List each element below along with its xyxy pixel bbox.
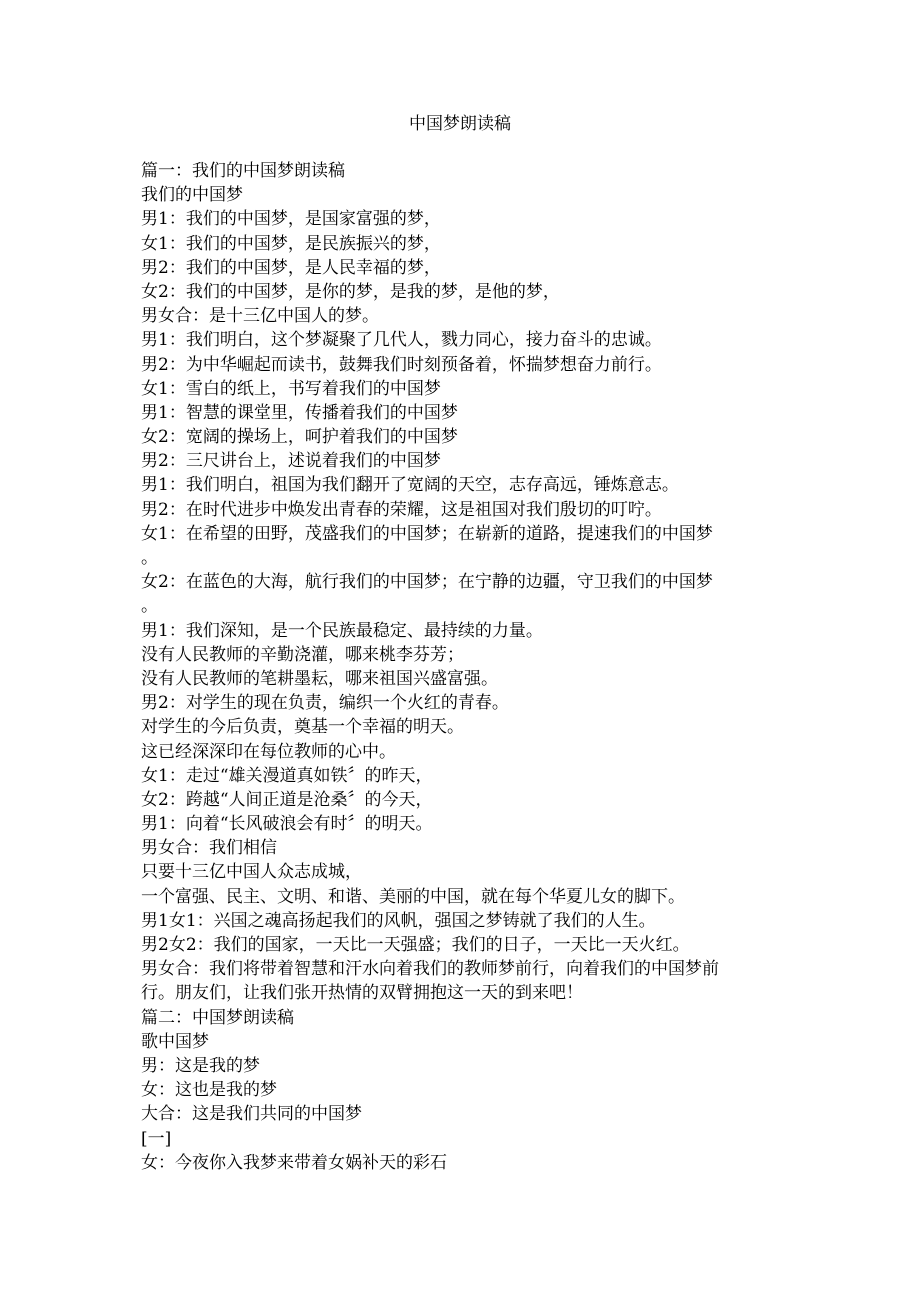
text-line: 男1：我们明白，这个梦凝聚了几代人，戮力同心，接力奋斗的忠诚。 — [141, 330, 662, 351]
text-line: 女1：雪白的纸上，书写着我们的中国梦 — [141, 378, 441, 399]
text-line: 对学生的今后负责，奠基一个幸福的明天。 — [141, 717, 464, 738]
text-line: 行。朋友们，让我们张开热情的双臂拥抱这一天的到来吧！ — [141, 983, 583, 1004]
text-line: 男女合：是十三亿中国人的梦。 — [141, 306, 379, 327]
text-line: 男1：向着“长风破浪会有时〞的明天。 — [141, 814, 433, 835]
section-heading: 篇二：中国梦朗读稿 — [141, 1007, 294, 1028]
text-line: 男女合：我们将带着智慧和汗水向着我们的教师梦前行，向着我们的中国梦前 — [141, 959, 719, 980]
text-line: 女1：走过“雄关漫道真如铁〞的昨天， — [141, 765, 433, 786]
text-line: 。 — [141, 596, 158, 617]
text-line: 大合：这是我们共同的中国梦 — [141, 1104, 362, 1125]
text-line: 女2：我们的中国梦，是你的梦，是我的梦，是他的梦， — [141, 281, 560, 302]
text-line: 没有人民教师的笔耕墨耘，哪来祖国兴盛富强。 — [141, 668, 498, 689]
subtitle: 我们的中国梦 — [141, 185, 243, 206]
text-line: [一] — [141, 1128, 172, 1149]
text-line: 男2：为中华崛起而读书，鼓舞我们时刻预备着，怀揣梦想奋力前行。 — [141, 354, 662, 375]
text-line: 男：这是我的梦 — [141, 1055, 260, 1076]
text-line: 女1：在希望的田野，茂盛我们的中国梦；在崭新的道路，提速我们的中国梦 — [141, 523, 713, 544]
document-title: 中国梦朗读稿 — [409, 114, 511, 134]
text-line: 女：今夜你入我梦来带着女娲补天的彩石 — [141, 1152, 447, 1173]
document-body — [141, 159, 781, 1175]
text-line: 这已经深深印在每位教师的心中。 — [141, 741, 396, 762]
text-line: 男2：对学生的现在负责，编织一个火红的青春。 — [141, 693, 509, 714]
text-line: 男1：智慧的课堂里，传播着我们的中国梦 — [141, 402, 458, 423]
text-line: 男1女1：兴国之魂高扬起我们的风帆，强国之梦铸就了我们的人生。 — [141, 910, 656, 931]
text-line: 男1：我们明白，祖国为我们翻开了宽阔的天空，志存高远，锤炼意志。 — [141, 475, 679, 496]
text-line: 一个富强、民主、文明、和谐、美丽的中国，就在每个华夏儿女的脚下。 — [141, 886, 685, 907]
text-line: 男2：三尺讲台上，述说着我们的中国梦 — [141, 451, 441, 472]
text-line: 女1：我们的中国梦，是民族振兴的梦， — [141, 233, 441, 254]
text-line: 男2：我们的中国梦，是人民幸福的梦， — [141, 257, 441, 278]
text-line: 女2：宽阔的操场上，呵护着我们的中国梦 — [141, 427, 458, 448]
text-line: 男2女2：我们的国家，一天比一天强盛；我们的日子，一天比一天火红。 — [141, 935, 690, 955]
text-line: 男1：我们的中国梦，是国家富强的梦， — [141, 209, 441, 230]
text-line: 没有人民教师的辛勤浇灌，哪来桃李芬芳； — [141, 644, 464, 665]
text-line: 只要十三亿中国人众志成城， — [141, 862, 362, 883]
section-heading: 篇一：我们的中国梦朗读稿 — [141, 161, 345, 181]
text-line: 男女合：我们相信 — [141, 838, 277, 859]
subtitle: 歌中国梦 — [141, 1031, 209, 1052]
text-line: 女2：跨越“人间正道是沧桑〞的今天， — [141, 789, 433, 810]
text-line: 男2：在时代进步中焕发出青春的荣耀，这是祖国对我们殷切的叮咛。 — [141, 499, 662, 520]
text-line: 女：这也是我的梦 — [141, 1080, 277, 1101]
text-line: 女2：在蓝色的大海，航行我们的中国梦；在宁静的边疆，守卫我们的中国梦 — [141, 572, 713, 593]
text-line: 。 — [141, 548, 158, 568]
text-line: 男1：我们深知，是一个民族最稳定、最持续的力量。 — [141, 620, 543, 641]
